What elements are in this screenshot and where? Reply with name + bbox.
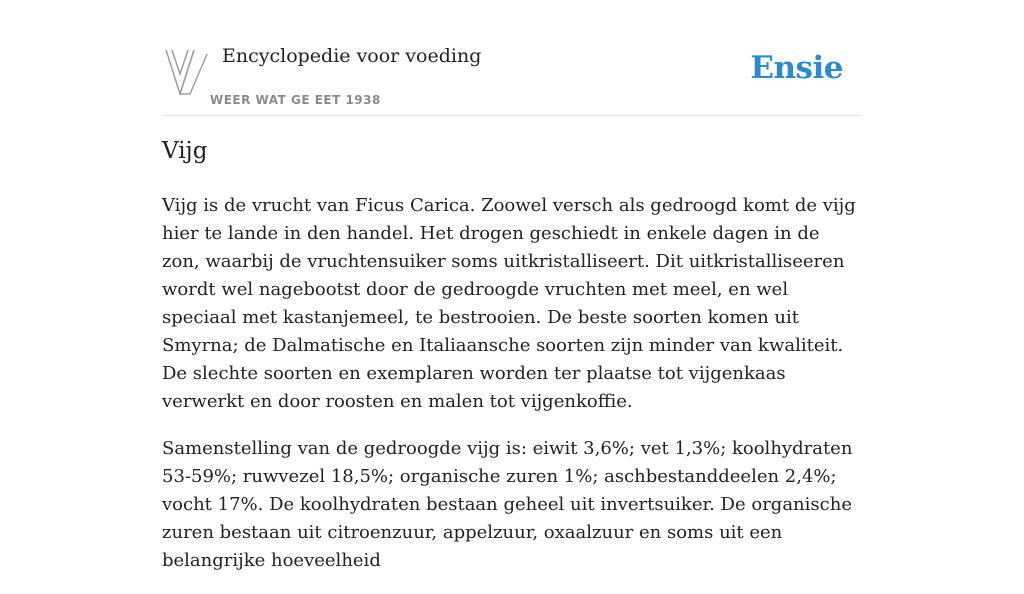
article-paragraph: Samenstelling van de gedroogde vijg is: eiwit 3,6%; vet 1,3%; koolhydraten 53-59%; ruwvezel 18,5%; organische zuren 1%; aschbestanddeelen 2,4%; vocht 17%. De koolhydraten bestaan geheel uit invertsuiker. De organische zuren bestaan uit citroenzuur, appelzuur, oxaalzuur en soms uit een belangrijke hoeveelheid [162,438,853,571]
content-container [162,0,862,571]
article-body [162,192,862,594]
site-title[interactable]: Encyclopedie voor voeding [222,45,482,67]
article-paragraph: Vijg is de vrucht van Ficus Carica. Zoowel versch als gedroogd komt de vijg hier te lande in den handel. Het drogen geschiedt in enkele dagen in de zon, waarbij de vruchtensuiker soms uitkristalliseert. Dit uitkristalliseeren wordt wel nagebootst door de gedroogde vruchten met meel, en wel speciaal met kastanjemeel, te bestrooien. De beste soorten komen uit Smyrna; de Dalmatische en Italiaansche soorten zijn minder van kwaliteit. De slechte soorten en exemplaren worden ter plaatse tot vijgenkaas verwerkt en door roosten en malen tot vijgenkoffie. [162,195,856,412]
v-logo-icon[interactable] [165,48,209,98]
article-title: Vijg [162,138,208,164]
site-header [162,0,862,116]
brand-logo[interactable]: Ensie [750,50,843,86]
site-subtitle: WEER WAT GE EET 1938 [210,93,381,107]
